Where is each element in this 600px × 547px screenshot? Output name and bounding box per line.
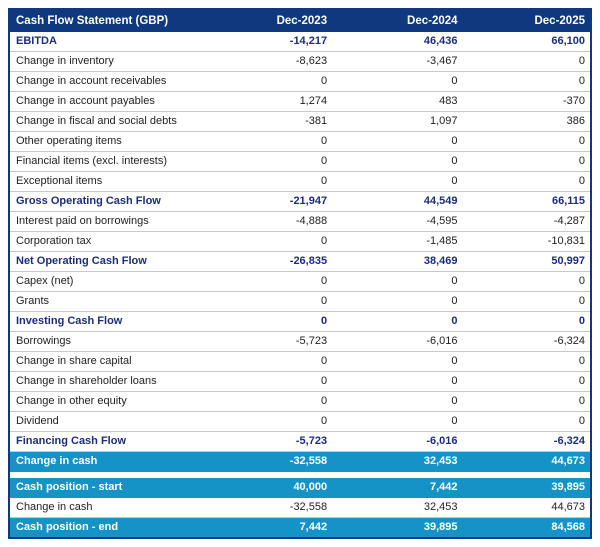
table-row: [9, 332, 591, 352]
cell-dec-2024: 0: [332, 272, 462, 292]
table-row: [9, 412, 591, 432]
cell-dec-2023: -21,947: [202, 192, 332, 212]
table-row: [9, 172, 591, 192]
row-label: Net Operating Cash Flow: [9, 252, 202, 272]
cell-dec-2025: 0: [463, 172, 591, 192]
row-label: Change in fiscal and social debts: [9, 112, 202, 132]
table-row: [9, 352, 591, 372]
cell-dec-2024: -6,016: [332, 432, 462, 452]
cell-dec-2025: 0: [463, 132, 591, 152]
cell-dec-2024: 0: [332, 392, 462, 412]
table-row: [9, 232, 591, 252]
cell-dec-2025: 50,997: [463, 252, 591, 272]
cell-dec-2025: -370: [463, 92, 591, 112]
cell-dec-2024: -6,016: [332, 332, 462, 352]
cell-dec-2024: 44,549: [332, 192, 462, 212]
cell-dec-2025: 0: [463, 372, 591, 392]
table-row: [9, 72, 591, 92]
cell-dec-2023: -32,558: [202, 452, 332, 472]
column-header-dec-2025: Dec-2025: [463, 9, 591, 32]
row-label: Capex (net): [9, 272, 202, 292]
cell-dec-2023: 0: [202, 172, 332, 192]
table-row: [9, 372, 591, 392]
cell-dec-2023: 0: [202, 292, 332, 312]
cell-dec-2023: 0: [202, 152, 332, 172]
table-row: [9, 478, 591, 498]
cell-dec-2023: 0: [202, 72, 332, 92]
cell-dec-2024: 483: [332, 92, 462, 112]
cell-dec-2023: 0: [202, 132, 332, 152]
cell-dec-2024: 1,097: [332, 112, 462, 132]
table-row: [9, 497, 591, 517]
cell-dec-2023: 40,000: [202, 478, 332, 498]
table-row: [9, 292, 591, 312]
row-label: Corporation tax: [9, 232, 202, 252]
cell-dec-2025: 0: [463, 152, 591, 172]
cell-dec-2025: -6,324: [463, 432, 591, 452]
cell-dec-2023: -381: [202, 112, 332, 132]
table-row: [9, 517, 591, 538]
table-row: [9, 392, 591, 412]
cell-dec-2025: 39,895: [463, 478, 591, 498]
cell-dec-2024: 0: [332, 172, 462, 192]
row-label: Interest paid on borrowings: [9, 212, 202, 232]
table-row: [9, 312, 591, 332]
cell-dec-2024: 39,895: [332, 517, 462, 538]
cell-dec-2023: 0: [202, 312, 332, 332]
row-label: Exceptional items: [9, 172, 202, 192]
table-row: [9, 52, 591, 72]
row-label: Cash position - end: [9, 517, 202, 538]
cell-dec-2025: -6,324: [463, 332, 591, 352]
row-label: EBITDA: [9, 32, 202, 52]
row-label: Financing Cash Flow: [9, 432, 202, 452]
row-label: Financial items (excl. interests): [9, 152, 202, 172]
table-row: [9, 252, 591, 272]
row-label: Change in cash: [9, 452, 202, 472]
cell-dec-2024: -1,485: [332, 232, 462, 252]
cell-dec-2025: 0: [463, 412, 591, 432]
cell-dec-2023: 0: [202, 352, 332, 372]
cell-dec-2024: 32,453: [332, 497, 462, 517]
cell-dec-2025: 44,673: [463, 452, 591, 472]
table-row: [9, 112, 591, 132]
row-label: Change in shareholder loans: [9, 372, 202, 392]
table-row: [9, 132, 591, 152]
table-row: [9, 432, 591, 452]
cell-dec-2023: 0: [202, 412, 332, 432]
cell-dec-2024: 7,442: [332, 478, 462, 498]
row-label: Cash position - start: [9, 478, 202, 498]
row-label: Change in account receivables: [9, 72, 202, 92]
cell-dec-2025: 0: [463, 392, 591, 412]
column-header-dec-2023: Dec-2023: [202, 9, 332, 32]
table-row: [9, 212, 591, 232]
cell-dec-2025: -4,287: [463, 212, 591, 232]
cell-dec-2025: 66,100: [463, 32, 591, 52]
cell-dec-2024: 46,436: [332, 32, 462, 52]
table-row: [9, 92, 591, 112]
cell-dec-2023: -32,558: [202, 497, 332, 517]
column-header-dec-2024: Dec-2024: [332, 9, 462, 32]
table-title: Cash Flow Statement (GBP): [9, 9, 202, 32]
cell-dec-2023: -26,835: [202, 252, 332, 272]
cell-dec-2024: 0: [332, 352, 462, 372]
row-label: Change in share capital: [9, 352, 202, 372]
cell-dec-2023: -8,623: [202, 52, 332, 72]
cell-dec-2025: 66,115: [463, 192, 591, 212]
cell-dec-2023: 7,442: [202, 517, 332, 538]
cell-dec-2025: 0: [463, 292, 591, 312]
cell-dec-2024: 0: [332, 292, 462, 312]
cell-dec-2024: 0: [332, 412, 462, 432]
cell-dec-2024: 0: [332, 312, 462, 332]
cell-dec-2023: 1,274: [202, 92, 332, 112]
cell-dec-2024: 32,453: [332, 452, 462, 472]
row-label: Gross Operating Cash Flow: [9, 192, 202, 212]
row-label: Investing Cash Flow: [9, 312, 202, 332]
cell-dec-2024: -4,595: [332, 212, 462, 232]
cell-dec-2023: 0: [202, 392, 332, 412]
row-label: Grants: [9, 292, 202, 312]
cell-dec-2025: 44,673: [463, 497, 591, 517]
cash-flow-table: [8, 8, 592, 539]
cell-dec-2025: 84,568: [463, 517, 591, 538]
cell-dec-2023: -5,723: [202, 332, 332, 352]
row-label: Dividend: [9, 412, 202, 432]
row-label: Change in account payables: [9, 92, 202, 112]
cell-dec-2024: 0: [332, 372, 462, 392]
table-header-row: [9, 9, 591, 32]
cell-dec-2023: 0: [202, 372, 332, 392]
cell-dec-2025: 0: [463, 72, 591, 92]
table-row: [9, 32, 591, 52]
row-label: Change in cash: [9, 497, 202, 517]
table-row: [9, 152, 591, 172]
cell-dec-2024: -3,467: [332, 52, 462, 72]
cell-dec-2025: 0: [463, 352, 591, 372]
table-row: [9, 452, 591, 472]
cell-dec-2024: 0: [332, 72, 462, 92]
cell-dec-2025: 0: [463, 312, 591, 332]
cell-dec-2023: -4,888: [202, 212, 332, 232]
cell-dec-2024: 0: [332, 132, 462, 152]
cell-dec-2023: -5,723: [202, 432, 332, 452]
row-label: Other operating items: [9, 132, 202, 152]
cell-dec-2023: -14,217: [202, 32, 332, 52]
row-label: Change in other equity: [9, 392, 202, 412]
cell-dec-2025: 0: [463, 272, 591, 292]
cell-dec-2025: 0: [463, 52, 591, 72]
cell-dec-2025: -10,831: [463, 232, 591, 252]
table-row: [9, 272, 591, 292]
cell-dec-2025: 386: [463, 112, 591, 132]
cell-dec-2023: 0: [202, 232, 332, 252]
cell-dec-2024: 38,469: [332, 252, 462, 272]
cell-dec-2023: 0: [202, 272, 332, 292]
row-label: Borrowings: [9, 332, 202, 352]
table-row: [9, 192, 591, 212]
cell-dec-2024: 0: [332, 152, 462, 172]
row-label: Change in inventory: [9, 52, 202, 72]
